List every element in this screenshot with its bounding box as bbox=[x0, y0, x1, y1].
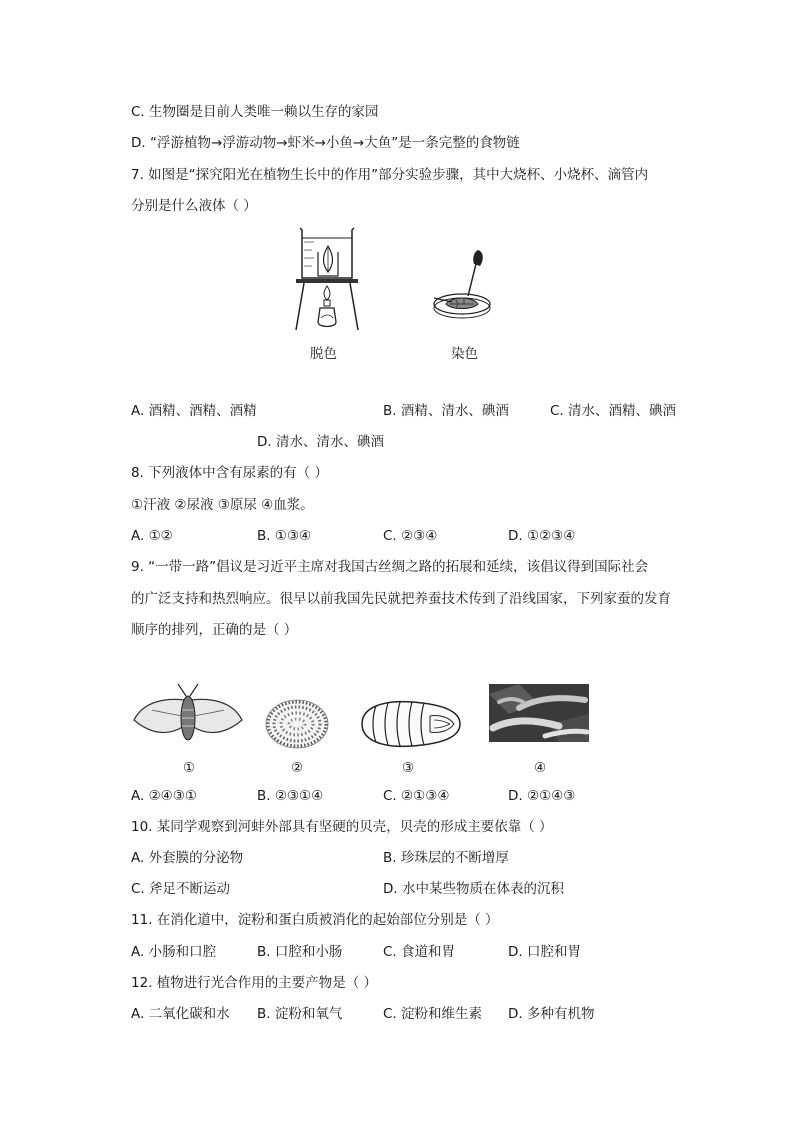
q11-stem: 11. 在消化道中，淀粉和蛋白质被消化的起始部位分别是（ ） bbox=[131, 912, 499, 928]
q7-option-b: B. 酒精、清水、碘酒 bbox=[383, 403, 509, 419]
silkworm-pupa-image bbox=[356, 696, 464, 750]
q11-option-c: C. 食道和胃 bbox=[383, 944, 456, 960]
q11-option-d: D. 口腔和胃 bbox=[508, 944, 581, 960]
prev-option-c: C. 生物圈是目前人类唯一赖以生存的家园 bbox=[131, 104, 379, 120]
q9-option-c: C. ②①③④ bbox=[383, 788, 450, 804]
q9-option-a: A. ②④③① bbox=[131, 788, 197, 804]
q11-option-a: A. 小肠和口腔 bbox=[131, 944, 217, 960]
q10-option-a: A. 外套膜的分泌物 bbox=[131, 850, 244, 866]
q8-option-c: C. ②③④ bbox=[383, 528, 438, 544]
q10-option-d: D. 水中某些物质在体表的沉积 bbox=[383, 881, 564, 897]
q10-stem: 10. 某同学观察到河蚌外部具有坚硬的贝壳，贝壳的形成主要依靠（ ） bbox=[131, 819, 553, 835]
q9-label-4: ④ bbox=[534, 760, 547, 776]
q9-option-b: B. ②③①④ bbox=[257, 788, 324, 804]
q7-option-c: C. 清水、酒精、碘酒 bbox=[550, 403, 677, 419]
q9-option-d: D. ②①④③ bbox=[508, 788, 576, 804]
q7-option-d: D. 清水、清水、碘酒 bbox=[257, 434, 384, 450]
q10-option-b: B. 珍珠层的不断增厚 bbox=[383, 850, 509, 866]
q11-option-b: B. 口腔和小肠 bbox=[257, 944, 343, 960]
q7-option-a: A. 酒精、酒精、酒精 bbox=[131, 403, 257, 419]
q8-stem: 8. 下列液体中含有尿素的有（ ） bbox=[131, 465, 328, 481]
q7-caption-stain: 染色 bbox=[451, 346, 478, 362]
silk-moth-image bbox=[132, 680, 244, 748]
q9-label-1: ① bbox=[183, 760, 196, 776]
q8-option-a: A. ①② bbox=[131, 528, 173, 544]
prev-option-d: D. “浮游植物→浮游动物→虾米→小鱼→大鱼”是一条完整的食物链 bbox=[131, 135, 520, 151]
q7-caption-decolorize: 脱色 bbox=[310, 346, 337, 362]
q9-stem-line2: 的广泛支持和热烈响应。很早以前我国先民就把养蚕技术传到了沿线国家，下列家蚕的发育 bbox=[131, 591, 671, 607]
q12-option-d: D. 多种有机物 bbox=[508, 1006, 595, 1022]
q12-stem: 12. 植物进行光合作用的主要产物是（ ） bbox=[131, 975, 378, 991]
q8-option-b: B. ①③④ bbox=[257, 528, 312, 544]
q9-stem-line3: 顺序的排列，正确的是（ ） bbox=[131, 622, 298, 638]
decolorize-apparatus-figure bbox=[290, 222, 370, 338]
q9-stem-line1: 9. “一带一路”倡议是习近平主席对我国古丝绸之路的拓展和延续，该倡议得到国际社会 bbox=[131, 559, 649, 575]
q10-option-c: C. 斧足不断运动 bbox=[131, 881, 231, 897]
q7-stem-line2: 分别是什么液体（ ） bbox=[131, 198, 257, 214]
q7-stem-line1: 7. 如图是“探究阳光在植物生长中的作用”部分实验步骤，其中大烧杯、小烧杯、滴管内 bbox=[131, 167, 649, 183]
q8-items: ①汗液 ②尿液 ③原尿 ④血浆。 bbox=[131, 497, 314, 513]
q9-label-2: ② bbox=[291, 760, 304, 776]
silkworm-larvae-image bbox=[489, 684, 589, 742]
q12-option-c: C. 淀粉和维生素 bbox=[383, 1006, 483, 1022]
q12-option-a: A. 二氧化碳和水 bbox=[131, 1006, 230, 1022]
silkworm-eggs-image bbox=[264, 698, 330, 750]
q8-option-d: D. ①②③④ bbox=[508, 528, 576, 544]
q9-label-3: ③ bbox=[402, 760, 415, 776]
q12-option-b: B. 淀粉和氧气 bbox=[257, 1006, 343, 1022]
staining-dish-figure bbox=[428, 246, 498, 326]
